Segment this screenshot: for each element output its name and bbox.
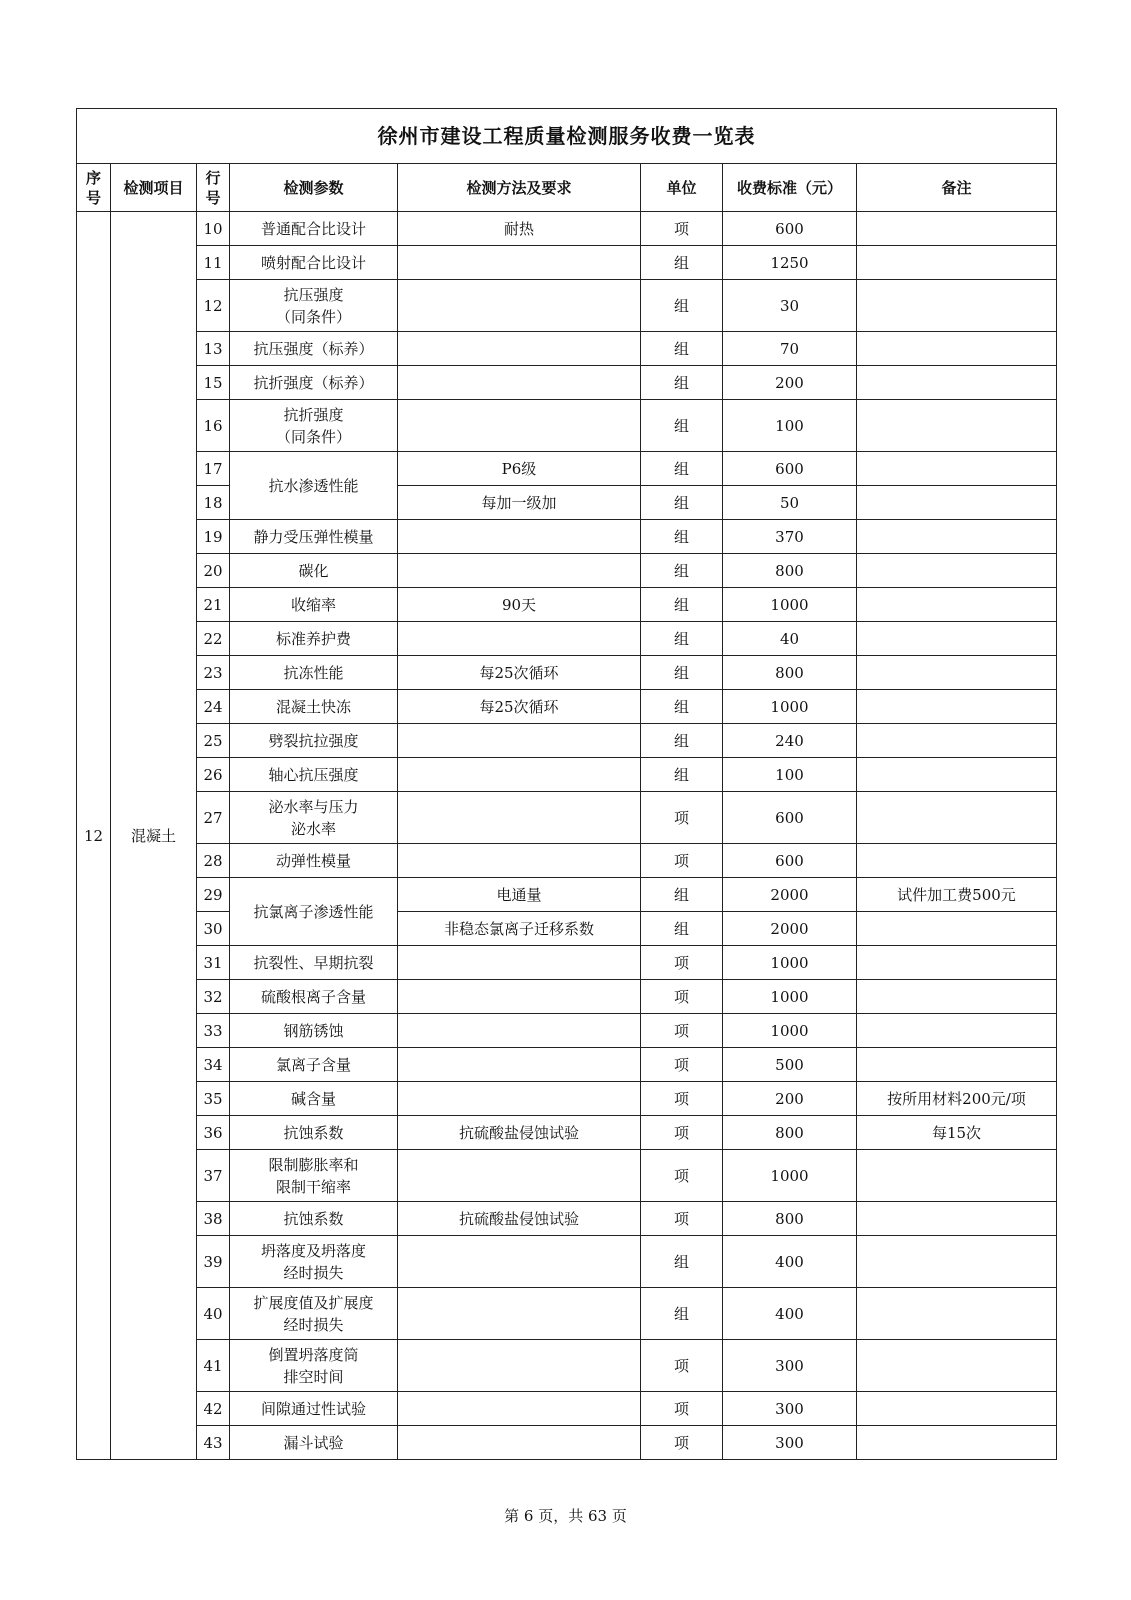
cell-method: 电通量 <box>398 878 641 912</box>
header-seq: 序 号 <box>77 164 111 212</box>
cell-method: 每25次循环 <box>398 656 641 690</box>
cell-method: 抗硫酸盐侵蚀试验 <box>398 1116 641 1150</box>
table-row <box>77 758 1057 792</box>
table-row <box>77 1236 1057 1288</box>
cell-param: 钢筋锈蚀 <box>230 1014 398 1048</box>
cell-fee: 600 <box>723 212 857 246</box>
cell-method: 耐热 <box>398 212 641 246</box>
cell-remark: 试件加工费500元 <box>857 878 1057 912</box>
cell-fee: 400 <box>723 1288 857 1340</box>
cell-param: 硫酸根离子含量 <box>230 980 398 1014</box>
cell-line: 10 <box>197 212 230 246</box>
cell-param: 抗折强度（标养） <box>230 366 398 400</box>
table-row <box>77 690 1057 724</box>
header-param: 检测参数 <box>230 164 398 212</box>
cell-param: 抗冻性能 <box>230 656 398 690</box>
table-row <box>77 792 1057 844</box>
fee-table <box>76 108 1057 1460</box>
cell-remark <box>857 1014 1057 1048</box>
table-row <box>77 366 1057 400</box>
cell-method <box>398 1288 641 1340</box>
cell-method <box>398 622 641 656</box>
cell-method <box>398 246 641 280</box>
header-item: 检测项目 <box>111 164 197 212</box>
cell-param: 抗折强度 （同条件） <box>230 400 398 452</box>
cell-unit: 项 <box>641 1340 723 1392</box>
cell-fee: 1000 <box>723 946 857 980</box>
cell-fee: 600 <box>723 452 857 486</box>
table-row <box>77 946 1057 980</box>
table-row <box>77 1288 1057 1340</box>
cell-param: 氯离子含量 <box>230 1048 398 1082</box>
cell-line: 24 <box>197 690 230 724</box>
cell-line: 31 <box>197 946 230 980</box>
cell-method <box>398 520 641 554</box>
cell-param: 喷射配合比设计 <box>230 246 398 280</box>
cell-fee: 1000 <box>723 588 857 622</box>
cell-remark <box>857 622 1057 656</box>
cell-unit: 组 <box>641 622 723 656</box>
header-fee: 收费标准（元） <box>723 164 857 212</box>
cell-fee: 70 <box>723 332 857 366</box>
cell-fee: 1000 <box>723 1150 857 1202</box>
cell-line: 13 <box>197 332 230 366</box>
table-row <box>77 1340 1057 1392</box>
cell-remark <box>857 1392 1057 1426</box>
cell-line: 17 <box>197 452 230 486</box>
cell-method <box>398 792 641 844</box>
table-row <box>77 588 1057 622</box>
cell-fee: 600 <box>723 844 857 878</box>
cell-fee: 500 <box>723 1048 857 1082</box>
cell-method <box>398 1236 641 1288</box>
cell-unit: 组 <box>641 758 723 792</box>
cell-remark <box>857 554 1057 588</box>
cell-fee: 600 <box>723 792 857 844</box>
cell-method <box>398 724 641 758</box>
cell-method <box>398 332 641 366</box>
cell-param: 普通配合比设计 <box>230 212 398 246</box>
table-row <box>77 1392 1057 1426</box>
cell-unit: 组 <box>641 554 723 588</box>
cell-method <box>398 366 641 400</box>
cell-unit: 项 <box>641 1202 723 1236</box>
cell-param: 静力受压弹性模量 <box>230 520 398 554</box>
cell-unit: 组 <box>641 1288 723 1340</box>
cell-unit: 项 <box>641 792 723 844</box>
cell-line: 41 <box>197 1340 230 1392</box>
cell-param: 标准养护费 <box>230 622 398 656</box>
cell-fee: 200 <box>723 366 857 400</box>
header-unit: 单位 <box>641 164 723 212</box>
cell-line: 12 <box>197 280 230 332</box>
table-row <box>77 452 1057 486</box>
table-row <box>77 980 1057 1014</box>
cell-fee: 200 <box>723 1082 857 1116</box>
header-row <box>77 164 1057 212</box>
cell-remark <box>857 980 1057 1014</box>
table-row <box>77 280 1057 332</box>
table-row <box>77 724 1057 758</box>
cell-unit: 组 <box>641 656 723 690</box>
cell-unit: 项 <box>641 844 723 878</box>
cell-param: 抗蚀系数 <box>230 1116 398 1150</box>
cell-fee: 50 <box>723 486 857 520</box>
cell-method: 每25次循环 <box>398 690 641 724</box>
cell-unit: 组 <box>641 452 723 486</box>
cell-param: 间隙通过性试验 <box>230 1392 398 1426</box>
table-row <box>77 212 1057 246</box>
cell-line: 40 <box>197 1288 230 1340</box>
table-row <box>77 520 1057 554</box>
cell-line: 37 <box>197 1150 230 1202</box>
cell-unit: 项 <box>641 1426 723 1460</box>
cell-line: 43 <box>197 1426 230 1460</box>
table-row <box>77 400 1057 452</box>
table-row <box>77 246 1057 280</box>
cell-fee: 800 <box>723 1116 857 1150</box>
table-row <box>77 1426 1057 1460</box>
cell-param: 抗水渗透性能 <box>230 452 398 520</box>
cell-param: 坍落度及坍落度 经时损失 <box>230 1236 398 1288</box>
cell-remark <box>857 1202 1057 1236</box>
cell-unit: 组 <box>641 520 723 554</box>
cell-method <box>398 980 641 1014</box>
cell-line: 29 <box>197 878 230 912</box>
cell-remark: 每15次 <box>857 1116 1057 1150</box>
cell-method <box>398 946 641 980</box>
cell-remark <box>857 486 1057 520</box>
cell-line: 20 <box>197 554 230 588</box>
cell-remark <box>857 912 1057 946</box>
cell-remark <box>857 280 1057 332</box>
cell-remark <box>857 212 1057 246</box>
table-row <box>77 912 1057 946</box>
header-method: 检测方法及要求 <box>398 164 641 212</box>
cell-param: 碱含量 <box>230 1082 398 1116</box>
cell-fee: 370 <box>723 520 857 554</box>
cell-line: 39 <box>197 1236 230 1288</box>
cell-remark <box>857 588 1057 622</box>
cell-method: P6级 <box>398 452 641 486</box>
cell-line: 32 <box>197 980 230 1014</box>
table-row <box>77 1048 1057 1082</box>
cell-remark <box>857 246 1057 280</box>
cell-fee: 240 <box>723 724 857 758</box>
cell-remark <box>857 400 1057 452</box>
cell-remark <box>857 656 1057 690</box>
cell-line: 28 <box>197 844 230 878</box>
cell-unit: 组 <box>641 486 723 520</box>
cell-param: 泌水率与压力 泌水率 <box>230 792 398 844</box>
cell-param: 收缩率 <box>230 588 398 622</box>
cell-unit: 组 <box>641 366 723 400</box>
cell-fee: 1000 <box>723 980 857 1014</box>
cell-line: 26 <box>197 758 230 792</box>
cell-method: 90天 <box>398 588 641 622</box>
cell-line: 18 <box>197 486 230 520</box>
cell-unit: 项 <box>641 1048 723 1082</box>
cell-fee: 40 <box>723 622 857 656</box>
cell-fee: 1000 <box>723 690 857 724</box>
cell-param: 劈裂抗拉强度 <box>230 724 398 758</box>
cell-param: 倒置坍落度筒 排空时间 <box>230 1340 398 1392</box>
table-row <box>77 844 1057 878</box>
cell-remark <box>857 1426 1057 1460</box>
table-row <box>77 656 1057 690</box>
cell-fee: 300 <box>723 1340 857 1392</box>
cell-method <box>398 280 641 332</box>
table-title: 徐州市建设工程质量检测服务收费一览表 <box>77 109 1057 164</box>
table-row <box>77 622 1057 656</box>
cell-param: 轴心抗压强度 <box>230 758 398 792</box>
cell-param: 动弹性模量 <box>230 844 398 878</box>
cell-method <box>398 1082 641 1116</box>
cell-fee: 1250 <box>723 246 857 280</box>
cell-line: 36 <box>197 1116 230 1150</box>
cell-remark <box>857 452 1057 486</box>
cell-method <box>398 1392 641 1426</box>
cell-remark <box>857 758 1057 792</box>
cell-line: 15 <box>197 366 230 400</box>
cell-remark <box>857 792 1057 844</box>
cell-param: 碳化 <box>230 554 398 588</box>
cell-method: 抗硫酸盐侵蚀试验 <box>398 1202 641 1236</box>
cell-fee: 800 <box>723 554 857 588</box>
cell-remark: 按所用材料200元/项 <box>857 1082 1057 1116</box>
cell-unit: 组 <box>641 724 723 758</box>
cell-unit: 组 <box>641 588 723 622</box>
cell-method: 每加一级加 <box>398 486 641 520</box>
cell-remark <box>857 690 1057 724</box>
cell-method <box>398 400 641 452</box>
cell-fee: 2000 <box>723 912 857 946</box>
cell-unit: 项 <box>641 1116 723 1150</box>
cell-remark <box>857 1288 1057 1340</box>
cell-line: 16 <box>197 400 230 452</box>
cell-method <box>398 1014 641 1048</box>
cell-param: 抗氯离子渗透性能 <box>230 878 398 946</box>
cell-param: 抗蚀系数 <box>230 1202 398 1236</box>
cell-param: 抗压强度（标养） <box>230 332 398 366</box>
cell-remark <box>857 1340 1057 1392</box>
cell-method <box>398 554 641 588</box>
cell-method <box>398 844 641 878</box>
cell-fee: 100 <box>723 400 857 452</box>
cell-method <box>398 1048 641 1082</box>
cell-param: 抗裂性、早期抗裂 <box>230 946 398 980</box>
cell-unit: 项 <box>641 980 723 1014</box>
cell-unit: 组 <box>641 690 723 724</box>
cell-line: 34 <box>197 1048 230 1082</box>
cell-fee: 100 <box>723 758 857 792</box>
header-line: 行 号 <box>197 164 230 212</box>
cell-method <box>398 1426 641 1460</box>
group-item: 混凝土 <box>111 212 197 1460</box>
cell-unit: 组 <box>641 878 723 912</box>
table-row <box>77 878 1057 912</box>
cell-param: 扩展度值及扩展度 经时损失 <box>230 1288 398 1340</box>
cell-method <box>398 1150 641 1202</box>
cell-line: 25 <box>197 724 230 758</box>
cell-unit: 项 <box>641 1082 723 1116</box>
cell-remark <box>857 332 1057 366</box>
cell-fee: 1000 <box>723 1014 857 1048</box>
table-row <box>77 1082 1057 1116</box>
table-body <box>77 212 1057 1460</box>
header-remark: 备注 <box>857 164 1057 212</box>
cell-line: 27 <box>197 792 230 844</box>
cell-remark <box>857 844 1057 878</box>
cell-line: 42 <box>197 1392 230 1426</box>
cell-line: 21 <box>197 588 230 622</box>
table-row <box>77 486 1057 520</box>
cell-remark <box>857 1236 1057 1288</box>
cell-line: 19 <box>197 520 230 554</box>
group-seq: 12 <box>77 212 111 1460</box>
cell-remark <box>857 1048 1057 1082</box>
cell-param: 混凝土快冻 <box>230 690 398 724</box>
cell-param: 抗压强度 （同条件） <box>230 280 398 332</box>
cell-remark <box>857 520 1057 554</box>
table-row <box>77 1014 1057 1048</box>
cell-fee: 800 <box>723 656 857 690</box>
cell-unit: 项 <box>641 212 723 246</box>
cell-line: 33 <box>197 1014 230 1048</box>
table-row <box>77 332 1057 366</box>
cell-unit: 组 <box>641 332 723 366</box>
cell-param: 漏斗试验 <box>230 1426 398 1460</box>
cell-line: 23 <box>197 656 230 690</box>
cell-unit: 组 <box>641 280 723 332</box>
cell-line: 35 <box>197 1082 230 1116</box>
cell-remark <box>857 724 1057 758</box>
cell-remark <box>857 1150 1057 1202</box>
page-footer: 第 6 页，共 63 页 <box>504 1507 627 1525</box>
cell-fee: 300 <box>723 1392 857 1426</box>
cell-fee: 800 <box>723 1202 857 1236</box>
cell-unit: 组 <box>641 912 723 946</box>
cell-line: 11 <box>197 246 230 280</box>
cell-param: 限制膨胀率和 限制干缩率 <box>230 1150 398 1202</box>
cell-fee: 300 <box>723 1426 857 1460</box>
cell-fee: 30 <box>723 280 857 332</box>
table-row <box>77 554 1057 588</box>
cell-method <box>398 758 641 792</box>
cell-unit: 组 <box>641 246 723 280</box>
cell-fee: 2000 <box>723 878 857 912</box>
cell-unit: 项 <box>641 1150 723 1202</box>
cell-unit: 项 <box>641 1014 723 1048</box>
cell-unit: 项 <box>641 946 723 980</box>
cell-line: 22 <box>197 622 230 656</box>
cell-method <box>398 1340 641 1392</box>
cell-remark <box>857 946 1057 980</box>
cell-unit: 组 <box>641 1236 723 1288</box>
table-row <box>77 1116 1057 1150</box>
table-row <box>77 1150 1057 1202</box>
cell-unit: 项 <box>641 1392 723 1426</box>
cell-remark <box>857 366 1057 400</box>
cell-method: 非稳态氯离子迁移系数 <box>398 912 641 946</box>
cell-line: 38 <box>197 1202 230 1236</box>
table-row <box>77 1202 1057 1236</box>
cell-fee: 400 <box>723 1236 857 1288</box>
cell-unit: 组 <box>641 400 723 452</box>
cell-line: 30 <box>197 912 230 946</box>
